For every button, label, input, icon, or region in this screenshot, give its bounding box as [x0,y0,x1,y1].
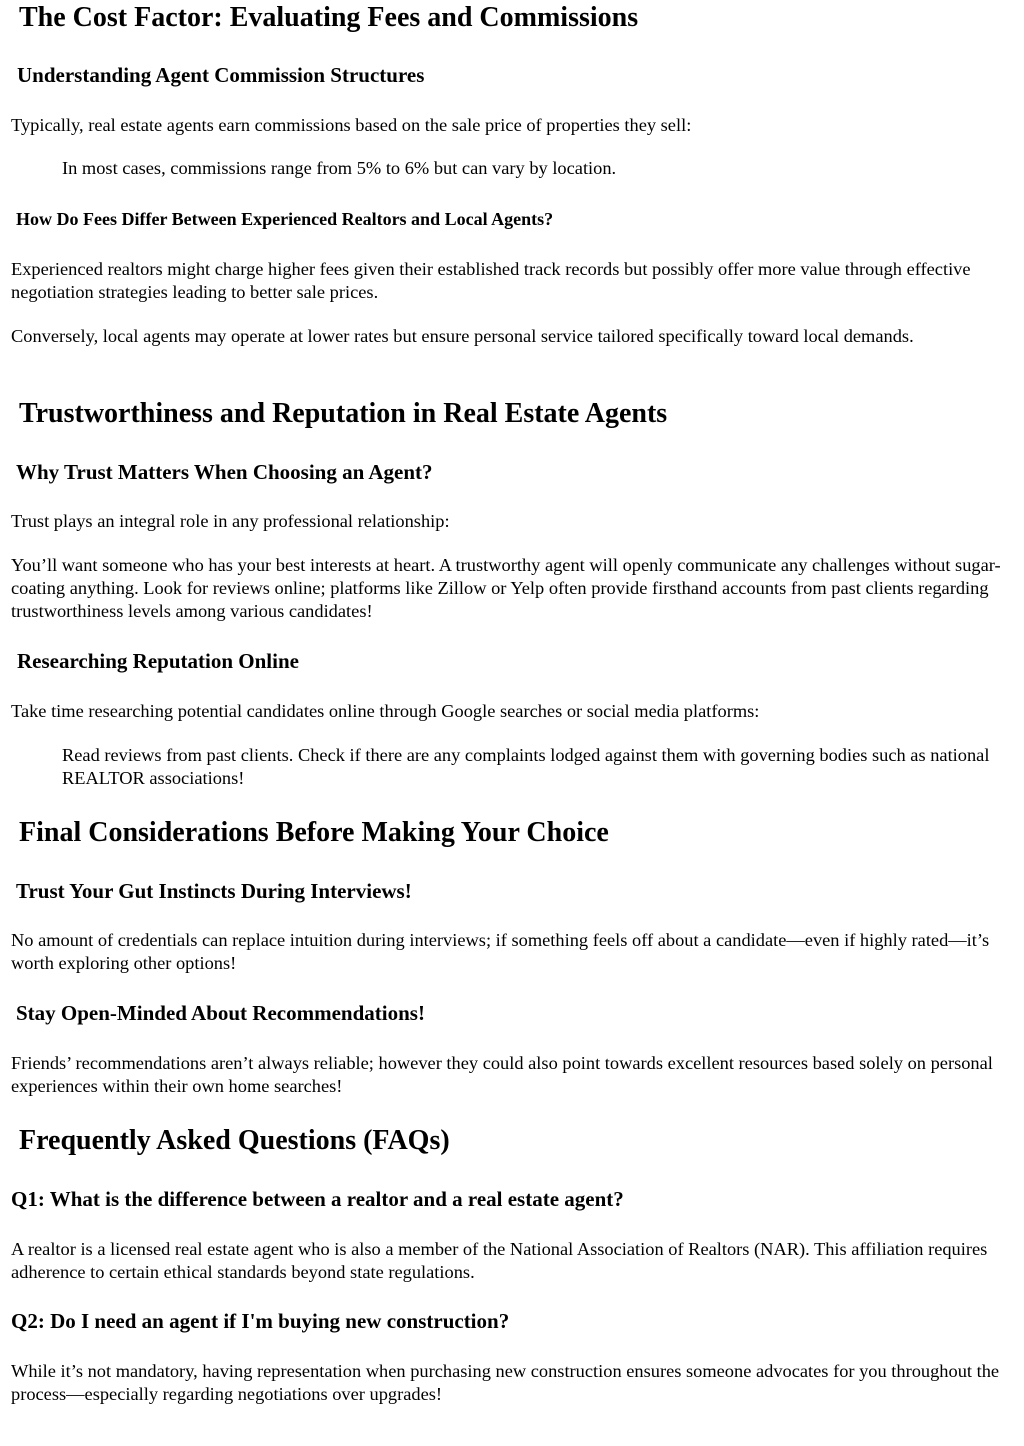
heading-why-trust: Why Trust Matters When Choosing an Agent? [16,460,433,484]
faq-answer-2: While it’s not mandatory, having representation when purchasing new construction ensures someone advocates for you throughout the process—especially regarding negotiations over upgrades! [11,1361,1000,1404]
paragraph-trust-role: Trust plays an integral role in any professional relationship: [11,511,450,531]
faq-answer-1: A realtor is a licensed real estate agent who is also a member of the National Association of Realtors (NAR). This affiliation requires adherence to certain ethical standards beyond state regulations. [11,1239,988,1282]
section-title-trust: Trustworthiness and Reputation in Real Estate Agents [19,398,668,429]
paragraph-trustworthy-agent: You’ll want someone who has your best interests at heart. A trustworthy agent will openly communicate any challenges without sugar-coating anything. Look for reviews online; platforms like Zillow or Yelp often provide firsthand accounts from past clients regarding trustworthiness levels among various candidates! [11,555,1001,621]
faq-question-1: Q1: What is the difference between a realtor and a real estate agent? [11,1187,624,1211]
paragraph-research-online: Take time researching potential candidates online through Google searches or social media platforms: [11,701,760,721]
section-title-cost: The Cost Factor: Evaluating Fees and Commissions [19,2,639,33]
heading-commission-structures: Understanding Agent Commission Structures [17,63,425,87]
faq-question-2: Q2: Do I need an agent if I'm buying new construction? [11,1309,510,1333]
heading-researching-reputation: Researching Reputation Online [17,649,299,673]
heading-fees-differ: How Do Fees Differ Between Experienced Realtors and Local Agents? [16,209,554,229]
paragraph-local-agents: Conversely, local agents may operate at lower rates but ensure personal service tailored specifically toward local demands. [11,326,914,346]
paragraph-recommendations: Friends’ recommendations aren’t always reliable; however they could also point towards excellent resources based solely on personal experiences within their own home searches! [11,1053,993,1096]
paragraph-intuition: No amount of credentials can replace intuition during interviews; if something feels off about a candidate—even if highly rated—it’s worth exploring other options! [11,930,990,973]
section-title-faq: Frequently Asked Questions (FAQs) [19,1125,450,1156]
paragraph-experienced-realtors: Experienced realtors might charge higher fees given their established track records but possibly offer more value through effective negotiation strategies leading to better sale prices. [11,259,971,302]
paragraph-commissions-intro: Typically, real estate agents earn commissions based on the sale price of properties they sell: [11,115,692,135]
blockquote-read-reviews: Read reviews from past clients. Check if there are any complaints lodged against them with governing bodies such as national REALTOR associations! [62,745,990,788]
section-title-final: Final Considerations Before Making Your Choice [19,817,609,848]
heading-open-minded: Stay Open-Minded About Recommendations! [16,1001,425,1025]
blockquote-commission-range: In most cases, commissions range from 5% to 6% but can vary by location. [62,158,617,178]
heading-trust-gut: Trust Your Gut Instincts During Interviews! [16,879,412,903]
